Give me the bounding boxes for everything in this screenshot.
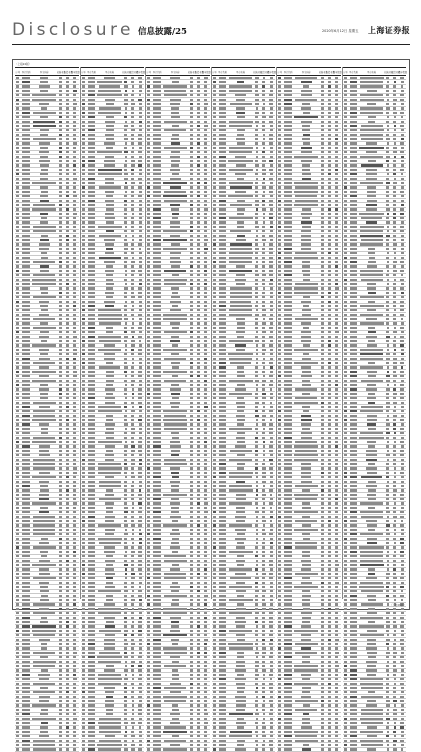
- table-header-cell: 基金名称: [39, 70, 49, 74]
- table-row: [343, 748, 407, 752]
- table-header-cell: 定投业务: [260, 70, 270, 74]
- table-header-cell: 序号: [212, 70, 217, 74]
- table-header-cell: 费率优惠: [136, 70, 146, 74]
- table-header-cell: 转换业务: [122, 70, 132, 74]
- table-header: [277, 67, 341, 76]
- table-row: [146, 748, 210, 752]
- column-divider: [80, 67, 81, 599]
- column-divider: [211, 67, 212, 599]
- brand-logo: Disclosure: [12, 20, 134, 40]
- table-row: [15, 748, 79, 752]
- table-header-cell: 转换业务: [253, 70, 263, 74]
- column-divider: [145, 67, 146, 599]
- table-header: [146, 67, 210, 76]
- table-header-cell: 定投业务: [325, 70, 335, 74]
- table-row: [277, 748, 341, 752]
- table-header-cell: 费率优惠: [398, 70, 408, 74]
- table-header-cell: 基金代码: [21, 70, 31, 74]
- continued-from-label: （上接24版）: [15, 63, 32, 66]
- table-header-cell: 定投业务: [129, 70, 139, 74]
- section-title: 信息披露/25: [138, 27, 187, 37]
- table-header-cell: 基金代码: [152, 70, 162, 74]
- table-header-cell: 序号: [343, 70, 348, 74]
- column-divider: [276, 67, 277, 599]
- table-header-cell: 基金名称: [105, 70, 115, 74]
- column-divider: [342, 67, 343, 599]
- table-header-cell: 序号: [146, 70, 152, 74]
- table-header-cell: 基金名称: [301, 70, 311, 74]
- continued-to-label: （下转26版）: [389, 604, 406, 607]
- table-header-cell: 转换业务: [56, 70, 66, 74]
- table-header-cell: 基金代码: [283, 70, 293, 74]
- table-header-cell: 序号: [15, 70, 21, 74]
- table-row: [81, 748, 145, 752]
- table-header: [81, 67, 145, 76]
- table-header-cell: 转换业务: [187, 70, 197, 74]
- table-header-cell: 定投业务: [391, 70, 401, 74]
- issue-date: 2020年6月12日 星期五: [322, 29, 359, 33]
- table-column: [146, 67, 210, 599]
- table-header-cell: 定投业务: [63, 70, 73, 74]
- table-header-cell: 基金名称: [367, 70, 377, 74]
- top-rule: [12, 44, 410, 45]
- table-row: [212, 748, 276, 752]
- table-header: [212, 67, 276, 76]
- content-frame: [12, 59, 410, 610]
- table-header-cell: 基金代码: [87, 70, 96, 74]
- table-header-cell: 费率优惠: [70, 70, 80, 74]
- table-column: [343, 67, 407, 599]
- table-header-cell: 基金名称: [170, 70, 180, 74]
- table-header-cell: 基金代码: [349, 70, 358, 74]
- table-header: [15, 67, 79, 76]
- table-header-cell: 费率优惠: [201, 70, 211, 74]
- paper-name: 上海证券报: [368, 25, 410, 35]
- table-header-cell: 基金名称: [236, 70, 246, 74]
- table-header-cell: 费率优惠: [267, 70, 277, 74]
- table-columns: [15, 67, 408, 599]
- table-header-cell: 定投业务: [194, 70, 204, 74]
- table-header-cell: 序号: [277, 70, 283, 74]
- table-header-cell: 序号: [81, 70, 86, 74]
- masthead: [12, 14, 410, 46]
- table-header-cell: 基金代码: [218, 70, 227, 74]
- table-header-cell: 转换业务: [384, 70, 394, 74]
- table-header-cell: 转换业务: [318, 70, 328, 74]
- table-header-cell: 费率优惠: [332, 70, 342, 74]
- table-column: [81, 67, 145, 599]
- table-header: [343, 67, 407, 76]
- table-column: [15, 67, 79, 599]
- table-column: [277, 67, 341, 599]
- table-column: [212, 67, 276, 599]
